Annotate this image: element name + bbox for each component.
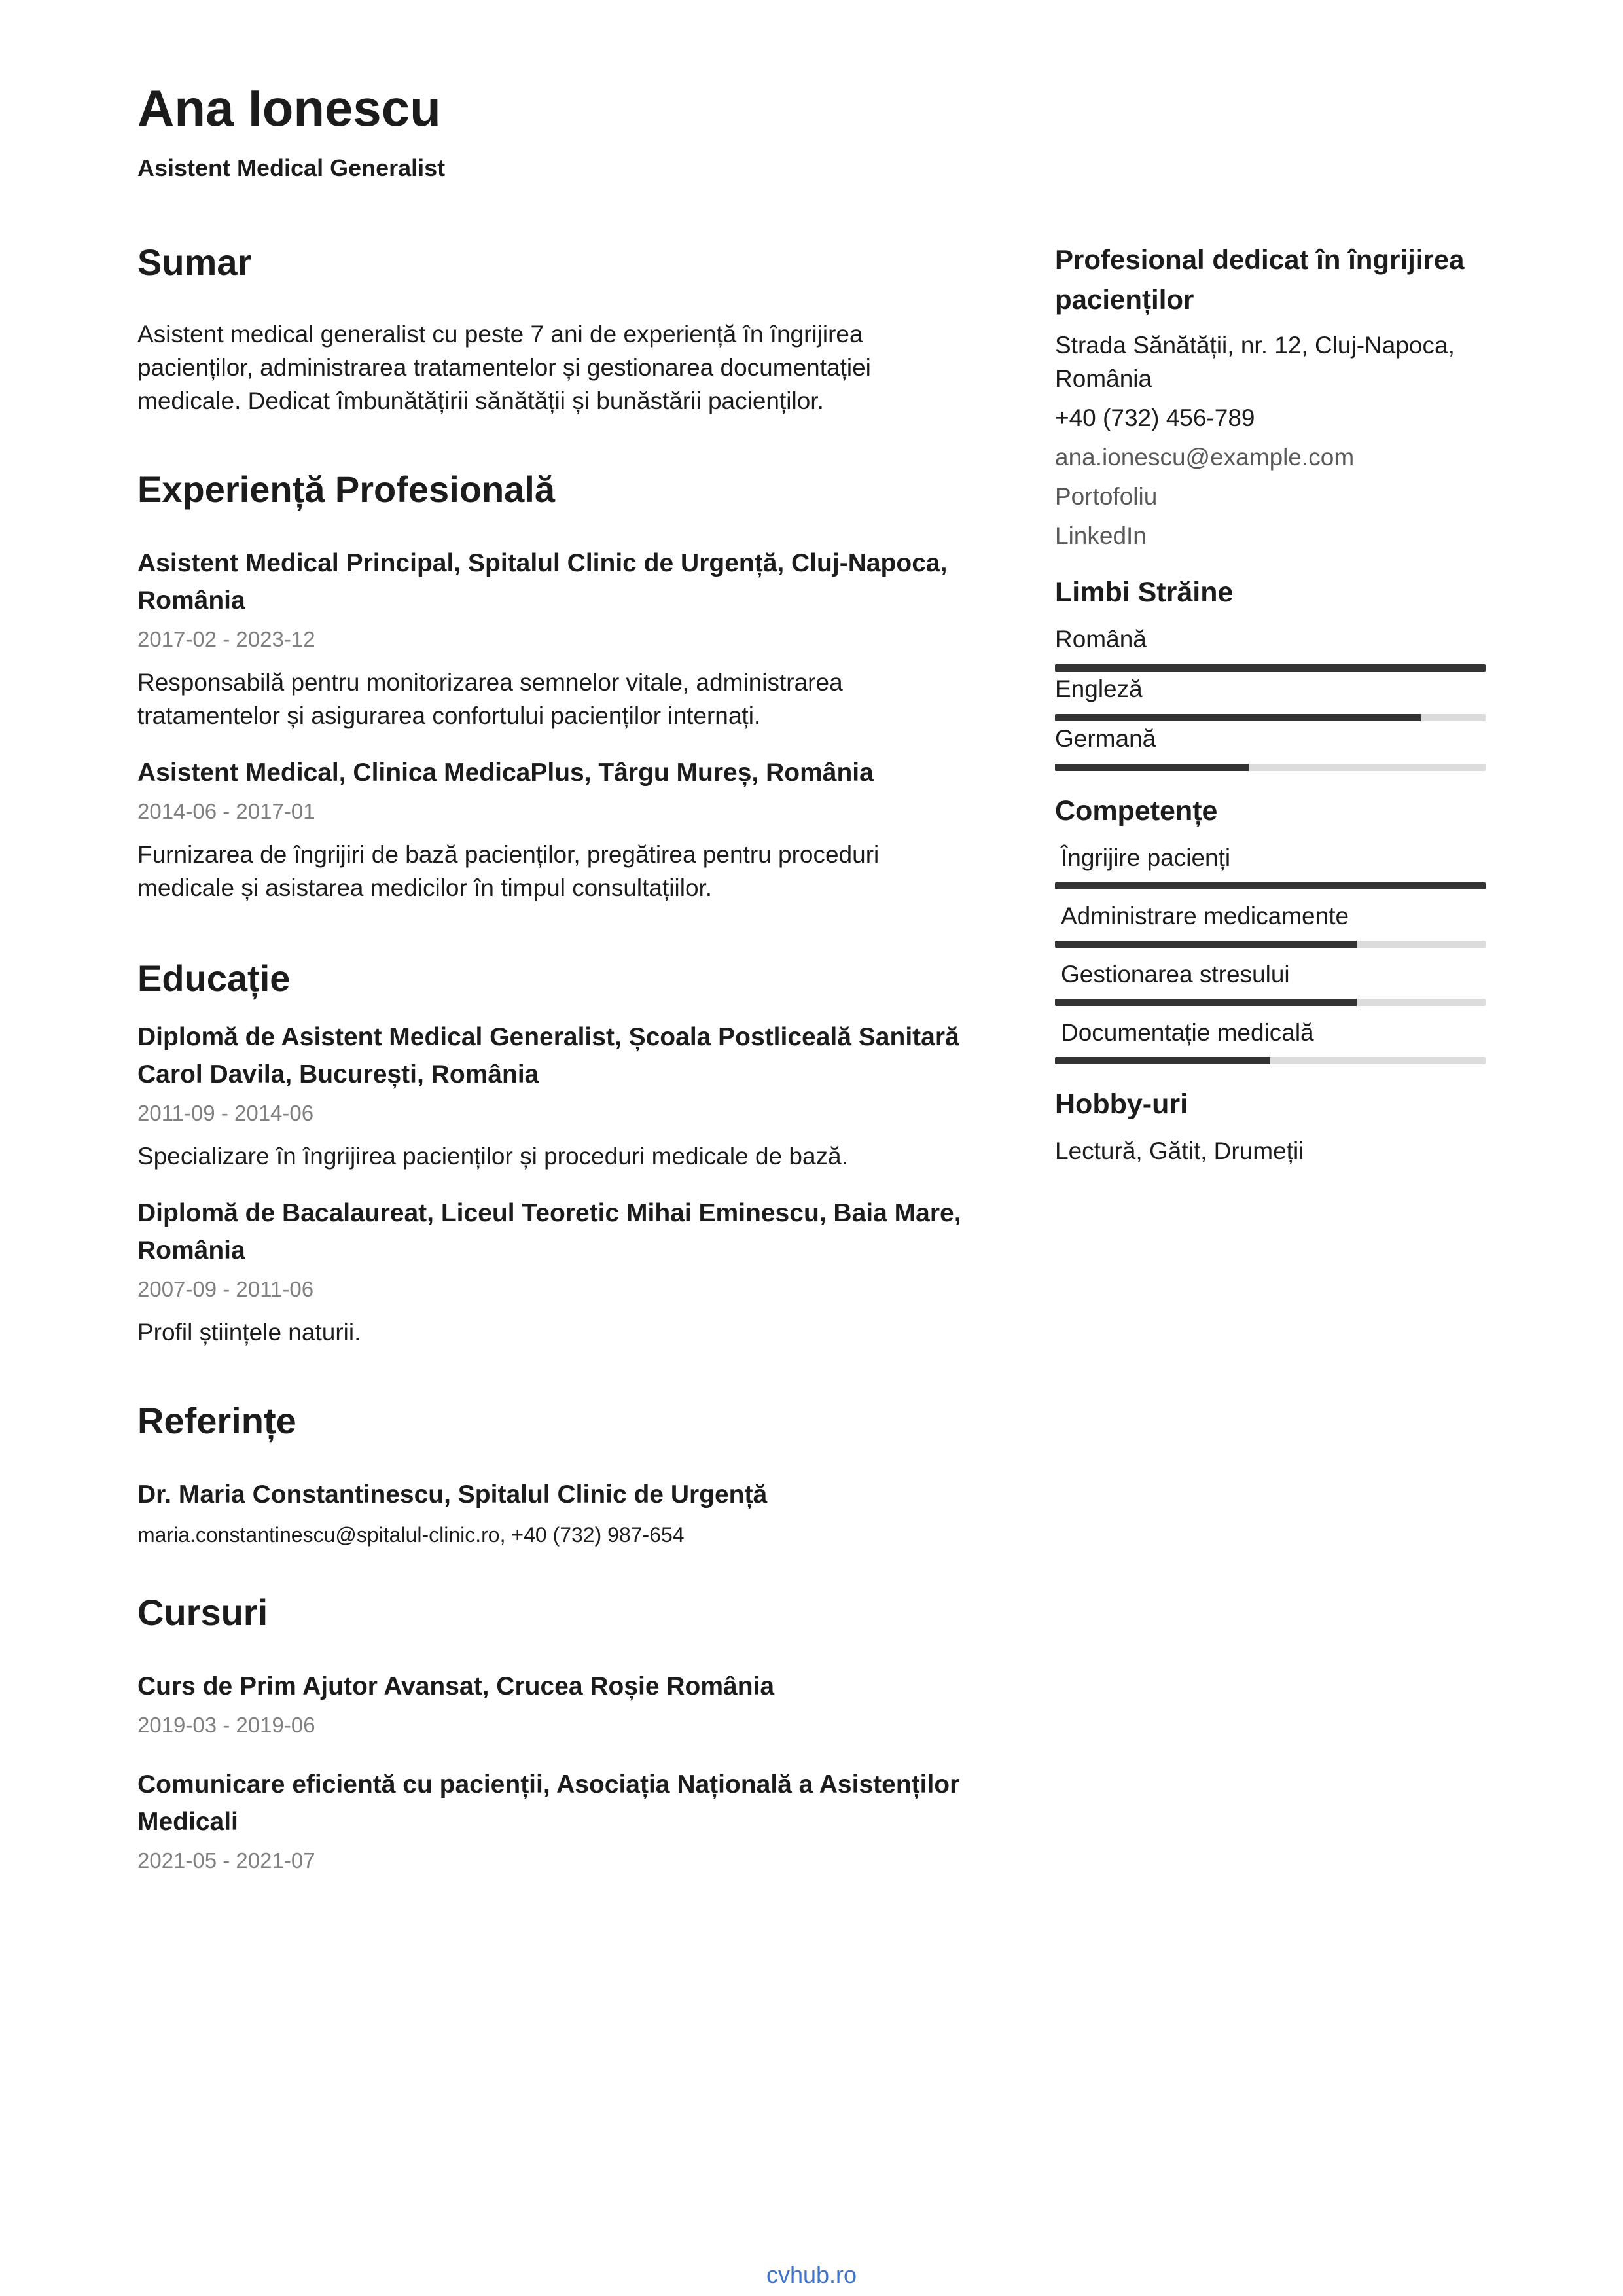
skills-list bbox=[1055, 843, 1486, 1064]
experience-dates: 2017-02 - 2023-12 bbox=[137, 627, 315, 651]
skill-item bbox=[1055, 901, 1486, 948]
experience-dates: 2014-06 - 2017-01 bbox=[137, 799, 315, 823]
skill-name: Gestionarea stresului bbox=[1061, 961, 1290, 988]
address: Strada Sănătății, nr. 12, Cluj-Napoca, România bbox=[1055, 332, 1455, 392]
course-entry bbox=[137, 1766, 974, 1874]
skill-level-fill bbox=[1055, 1057, 1270, 1064]
education-entry bbox=[137, 1018, 974, 1173]
skills-heading: Competențe bbox=[1055, 795, 1218, 827]
reference-entry bbox=[137, 1476, 974, 1548]
language-item bbox=[1055, 674, 1486, 721]
languages-heading: Limbi Străine bbox=[1055, 577, 1234, 608]
experience-entry bbox=[137, 754, 974, 905]
skill-item bbox=[1055, 843, 1486, 889]
skill-item bbox=[1055, 960, 1486, 1006]
footer-brand-link[interactable]: cvhub.ro bbox=[766, 2261, 857, 2288]
reference-name: Dr. Maria Constantinescu, Spitalul Clinic de Urgență bbox=[137, 1480, 768, 1509]
language-level-bar bbox=[1055, 714, 1486, 721]
education-title: Diplomă de Bacalaureat, Liceul Teoretic Mihai Eminescu, Baia Mare, România bbox=[137, 1199, 961, 1265]
experience-title: Asistent Medical Principal, Spitalul Clinic de Urgență, Cluj-Napoca, România bbox=[137, 549, 948, 615]
experience-title: Asistent Medical, Clinica MedicaPlus, Târgu Mureș, România bbox=[137, 759, 874, 787]
course-title: Curs de Prim Ajutor Avansat, Crucea Roșie România bbox=[137, 1672, 775, 1700]
skill-name: Îngrijire pacienți bbox=[1061, 844, 1231, 871]
course-title: Comunicare eficientă cu pacienții, Asociația Națională a Asistenților Medicali bbox=[137, 1770, 960, 1836]
phone: +40 (732) 456-789 bbox=[1055, 404, 1255, 431]
skill-item bbox=[1055, 1018, 1486, 1064]
email-link[interactable]: ana.ionescu@example.com bbox=[1055, 444, 1355, 471]
linkedin-link[interactable]: LinkedIn bbox=[1055, 522, 1147, 549]
experience-section bbox=[137, 468, 974, 905]
course-entry bbox=[137, 1668, 974, 1739]
candidate-job-title: Asistent Medical Generalist bbox=[137, 154, 446, 181]
skill-level-fill bbox=[1055, 882, 1486, 889]
portfolio-link[interactable]: Portofoliu bbox=[1055, 483, 1158, 510]
education-title: Diplomă de Asistent Medical Generalist, Școala Postliceală Sanitară Carol Davila, București, România bbox=[137, 1023, 959, 1088]
references-section bbox=[137, 1399, 974, 1548]
education-description: Specializare în îngrijirea pacienților și proceduri medicale de bază. bbox=[137, 1143, 848, 1170]
skill-level-bar bbox=[1055, 999, 1486, 1006]
summary-heading: Sumar bbox=[137, 242, 252, 283]
skill-level-fill bbox=[1055, 999, 1357, 1006]
language-name: Română bbox=[1055, 626, 1147, 653]
contact-info bbox=[1055, 329, 1486, 552]
summary-section bbox=[137, 241, 974, 418]
summary-text: Asistent medical generalist cu peste 7 ani de experiență în îngrijirea pacienților, administrarea tratamentelor și gestionarea documentației medicale. Dedicat îmbunătățirii sănătății și bunăstării pacienților. bbox=[137, 321, 871, 414]
course-dates: 2019-03 - 2019-06 bbox=[137, 1713, 315, 1737]
education-description: Profil științele naturii. bbox=[137, 1319, 361, 1346]
education-dates: 2007-09 - 2011-06 bbox=[137, 1277, 314, 1301]
skill-level-bar bbox=[1055, 941, 1486, 948]
skill-level-bar bbox=[1055, 1057, 1486, 1064]
language-level-bar bbox=[1055, 664, 1486, 672]
languages-list bbox=[1055, 624, 1486, 771]
language-level-fill bbox=[1055, 764, 1249, 771]
language-level-fill bbox=[1055, 714, 1421, 721]
reference-contact[interactable]: maria.constantinescu@spitalul-clinic.ro, +40 (732) 987-654 bbox=[137, 1523, 685, 1547]
education-section bbox=[137, 957, 974, 1349]
profile-tagline: Profesional dedicat în îngrijirea pacienților bbox=[1055, 244, 1465, 315]
candidate-name: Ana Ionescu bbox=[137, 79, 441, 137]
education-heading: Educație bbox=[137, 958, 291, 999]
courses-section bbox=[137, 1591, 974, 1874]
hobbies-heading: Hobby-uri bbox=[1055, 1088, 1188, 1120]
course-dates: 2021-05 - 2021-07 bbox=[137, 1848, 315, 1873]
language-name: Engleză bbox=[1055, 675, 1143, 702]
sidebar bbox=[1055, 240, 1486, 1166]
courses-heading: Cursuri bbox=[137, 1592, 268, 1633]
experience-description: Furnizarea de îngrijiri de bază pacienților, pregătirea pentru proceduri medicale și asistarea medicilor în timpul consultațiilor. bbox=[137, 841, 880, 901]
references-heading: Referințe bbox=[137, 1400, 296, 1441]
language-item bbox=[1055, 724, 1486, 771]
skill-level-fill bbox=[1055, 941, 1357, 948]
skill-name: Documentație medicală bbox=[1061, 1019, 1314, 1046]
education-entry bbox=[137, 1194, 974, 1349]
language-level-fill bbox=[1055, 664, 1486, 672]
education-dates: 2011-09 - 2014-06 bbox=[137, 1101, 314, 1125]
skill-level-bar bbox=[1055, 882, 1486, 889]
language-name: Germană bbox=[1055, 725, 1156, 752]
experience-heading: Experiență Profesională bbox=[137, 469, 556, 510]
skill-name: Administrare medicamente bbox=[1061, 903, 1349, 929]
experience-description: Responsabilă pentru monitorizarea semnelor vitale, administrarea tratamentelor și asigurarea confortului pacienților internați. bbox=[137, 669, 843, 729]
hobbies-text: Lectură, Gătit, Drumeții bbox=[1055, 1138, 1304, 1164]
language-level-bar bbox=[1055, 764, 1486, 771]
language-item bbox=[1055, 624, 1486, 672]
experience-entry bbox=[137, 545, 974, 732]
